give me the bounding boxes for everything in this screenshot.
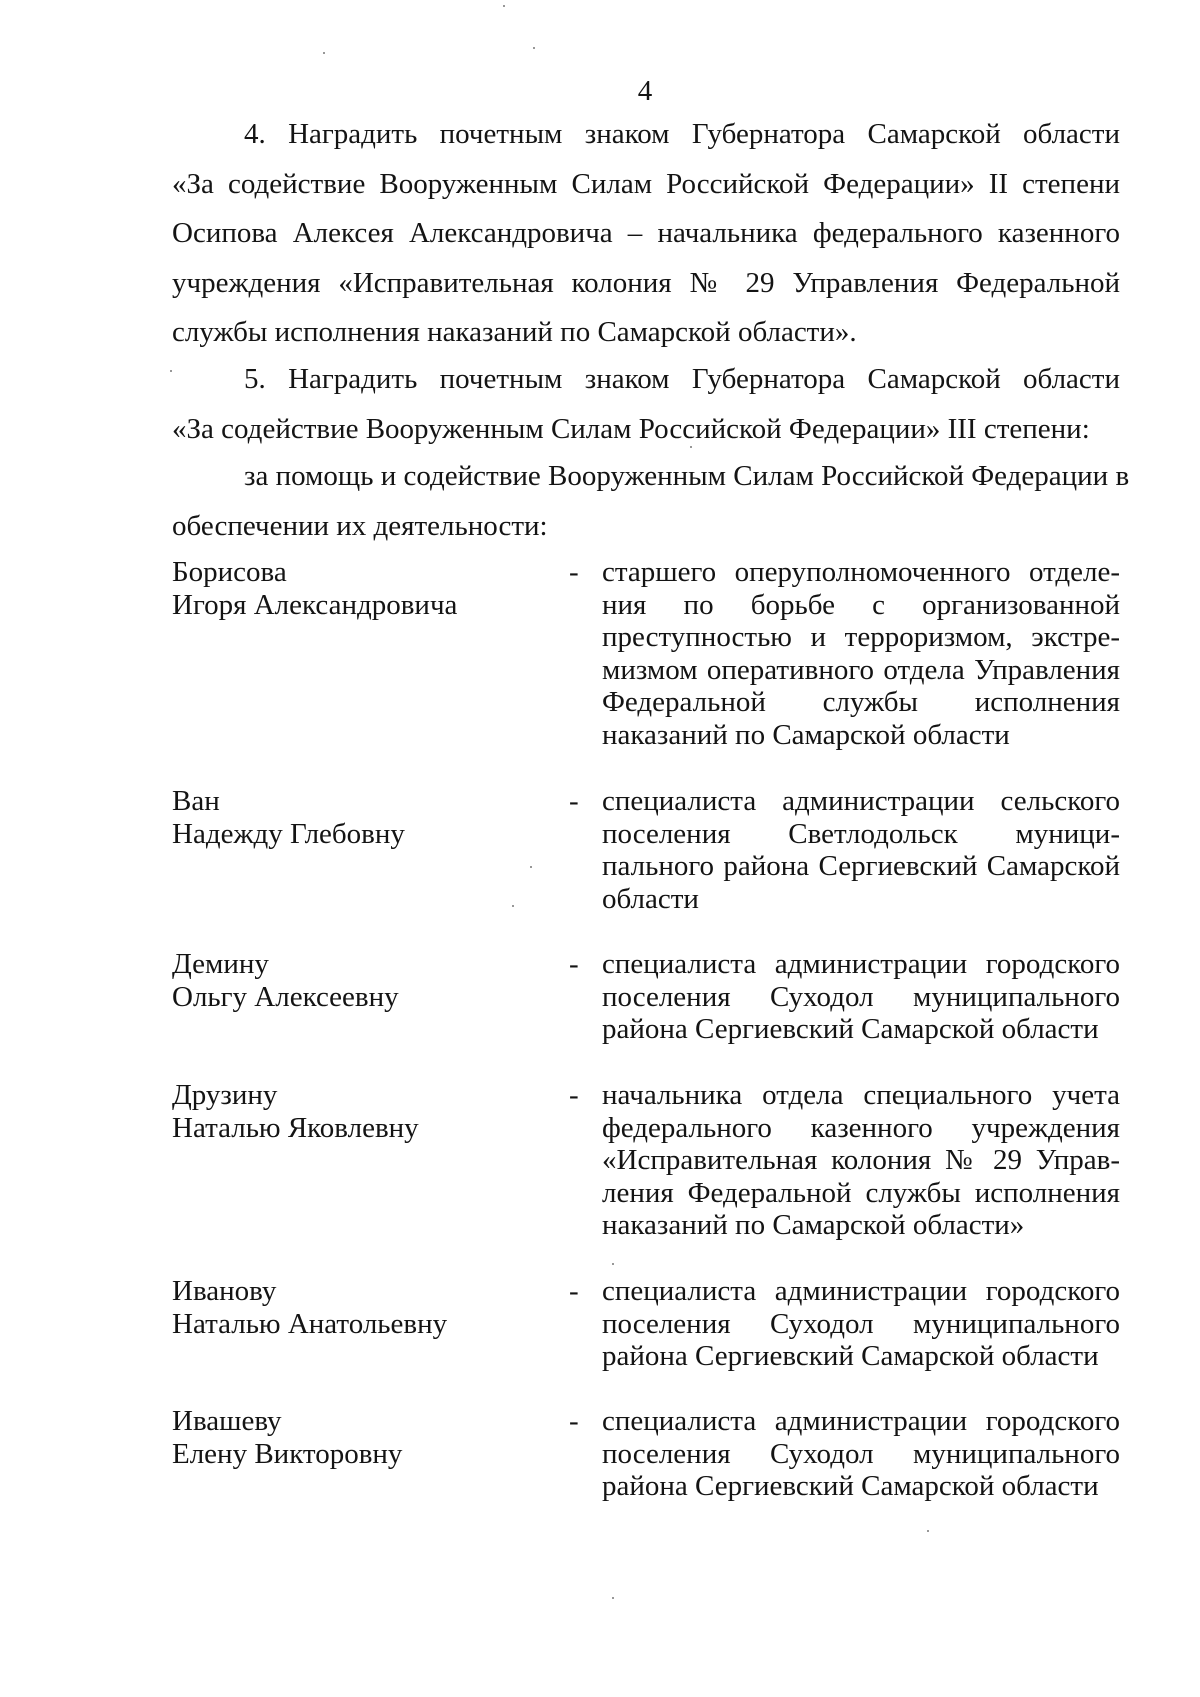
recipient-given-names: Ольгу Алексеевну	[172, 980, 399, 1013]
award-reason	[172, 452, 1130, 551]
position-line: района Сергиевский Самарской области	[602, 1013, 1099, 1045]
recipient-dash: -	[569, 948, 579, 980]
paragraph-5	[172, 355, 1120, 454]
recipient-name	[172, 556, 552, 621]
scan-speck	[530, 866, 532, 868]
recipient-position	[602, 1275, 1120, 1373]
scan-speck	[503, 5, 505, 7]
position-line: поселения Светлодольск муници-	[602, 817, 1120, 850]
paragraph-4-line: 4. Наградить почетным знаком Губернатора Самарской области	[244, 118, 1120, 150]
recipient-surname: Демину	[172, 948, 269, 980]
paragraph-4	[172, 110, 1120, 358]
position-line: наказаний по Самарской области	[602, 718, 1010, 751]
recipient-surname: Ивашеву	[172, 1405, 282, 1437]
position-line: преступностью и терроризмом, экстре-	[602, 621, 1120, 653]
position-line: поселения Суходол муниципального	[602, 980, 1120, 1013]
position-line: специалиста администрации городского	[602, 1275, 1120, 1307]
recipient-given-names: Елену Викторовну	[172, 1437, 403, 1470]
recipient-name	[172, 1079, 552, 1144]
scan-speck	[170, 370, 172, 372]
position-line: района Сергиевский Самарской области	[602, 1340, 1099, 1372]
recipient-given-names: Наталью Анатольевну	[172, 1307, 448, 1340]
position-line: «Исправительная колония № 29 Управ-	[602, 1144, 1120, 1176]
recipient-position	[602, 948, 1120, 1046]
position-line: наказаний по Самарской области»	[602, 1209, 1025, 1241]
position-line: мизмом оперативного отдела Управления	[602, 653, 1120, 686]
scan-speck	[690, 446, 692, 448]
scan-speck	[512, 905, 514, 907]
position-line: области	[602, 882, 699, 915]
position-line: начальника отдела специального учета	[602, 1079, 1120, 1111]
recipient-dash: -	[569, 1405, 579, 1437]
position-line: пального района Сергиевский Самарской	[602, 850, 1120, 882]
scan-speck	[927, 1530, 929, 1532]
recipient-dash: -	[569, 785, 579, 817]
paragraph-4-line: Осипова Алексея Александровича – начальника федерального казенного	[172, 217, 1120, 249]
recipient-given-names: Надежду Глебовну	[172, 817, 405, 850]
paragraph-5-line: «За содействие Вооруженным Силам Российской Федерации» III степени:	[172, 412, 1090, 445]
recipient-surname: Друзину	[172, 1079, 278, 1111]
recipient-position	[602, 785, 1120, 915]
recipient-name	[172, 1405, 552, 1470]
scan-speck	[323, 52, 325, 54]
position-line: специалиста администрации городского	[602, 1405, 1120, 1437]
paragraph-4-line: учреждения «Исправительная колония № 29 Управления Федеральной	[172, 266, 1120, 299]
position-line: специалиста администрации сельского	[602, 785, 1120, 817]
recipient-position	[602, 556, 1120, 751]
recipient-position	[602, 1405, 1120, 1503]
position-line: старшего оперуполномоченного отделе-	[602, 556, 1120, 588]
paragraph-4-line: службы исполнения наказаний по Самарской области».	[172, 316, 857, 348]
recipient-dash: -	[569, 556, 579, 588]
recipient-surname: Борисова	[172, 556, 287, 588]
recipient-surname: Ван	[172, 785, 220, 817]
scan-speck	[533, 47, 535, 49]
position-line: поселения Суходол муниципального	[602, 1307, 1120, 1340]
paragraph-4-line: «За содействие Вооруженным Силам Российской Федерации» II степени	[172, 167, 1120, 200]
position-line: ния по борьбе с организованной	[602, 588, 1120, 621]
award-reason-line: за помощь и содействие Вооруженным Силам Российской Федерации в	[244, 460, 1130, 492]
page-number: 4	[637, 75, 653, 107]
position-line: специалиста администрации городского	[602, 948, 1120, 980]
award-reason-line: обеспечении их деятельности:	[172, 509, 548, 542]
position-line: района Сергиевский Самарской области	[602, 1470, 1099, 1502]
recipient-given-names: Игоря Александровича	[172, 588, 458, 621]
recipient-dash: -	[569, 1275, 579, 1307]
recipient-dash: -	[569, 1079, 579, 1111]
paragraph-5-line: 5. Наградить почетным знаком Губернатора Самарской области	[244, 363, 1120, 395]
position-line: поселения Суходол муниципального	[602, 1437, 1120, 1470]
recipient-surname: Иванову	[172, 1275, 277, 1307]
position-line: Федеральной службы исполнения	[602, 686, 1120, 718]
position-line: ления Федеральной службы исполнения	[602, 1176, 1120, 1209]
recipient-position	[602, 1079, 1120, 1242]
position-line: федерального казенного учреждения	[602, 1111, 1120, 1144]
recipient-name	[172, 948, 552, 1013]
recipient-given-names: Наталью Яковлевну	[172, 1111, 419, 1144]
scan-speck	[612, 1263, 614, 1265]
scan-speck	[612, 1597, 614, 1599]
recipient-name	[172, 1275, 552, 1340]
recipient-name	[172, 785, 552, 850]
